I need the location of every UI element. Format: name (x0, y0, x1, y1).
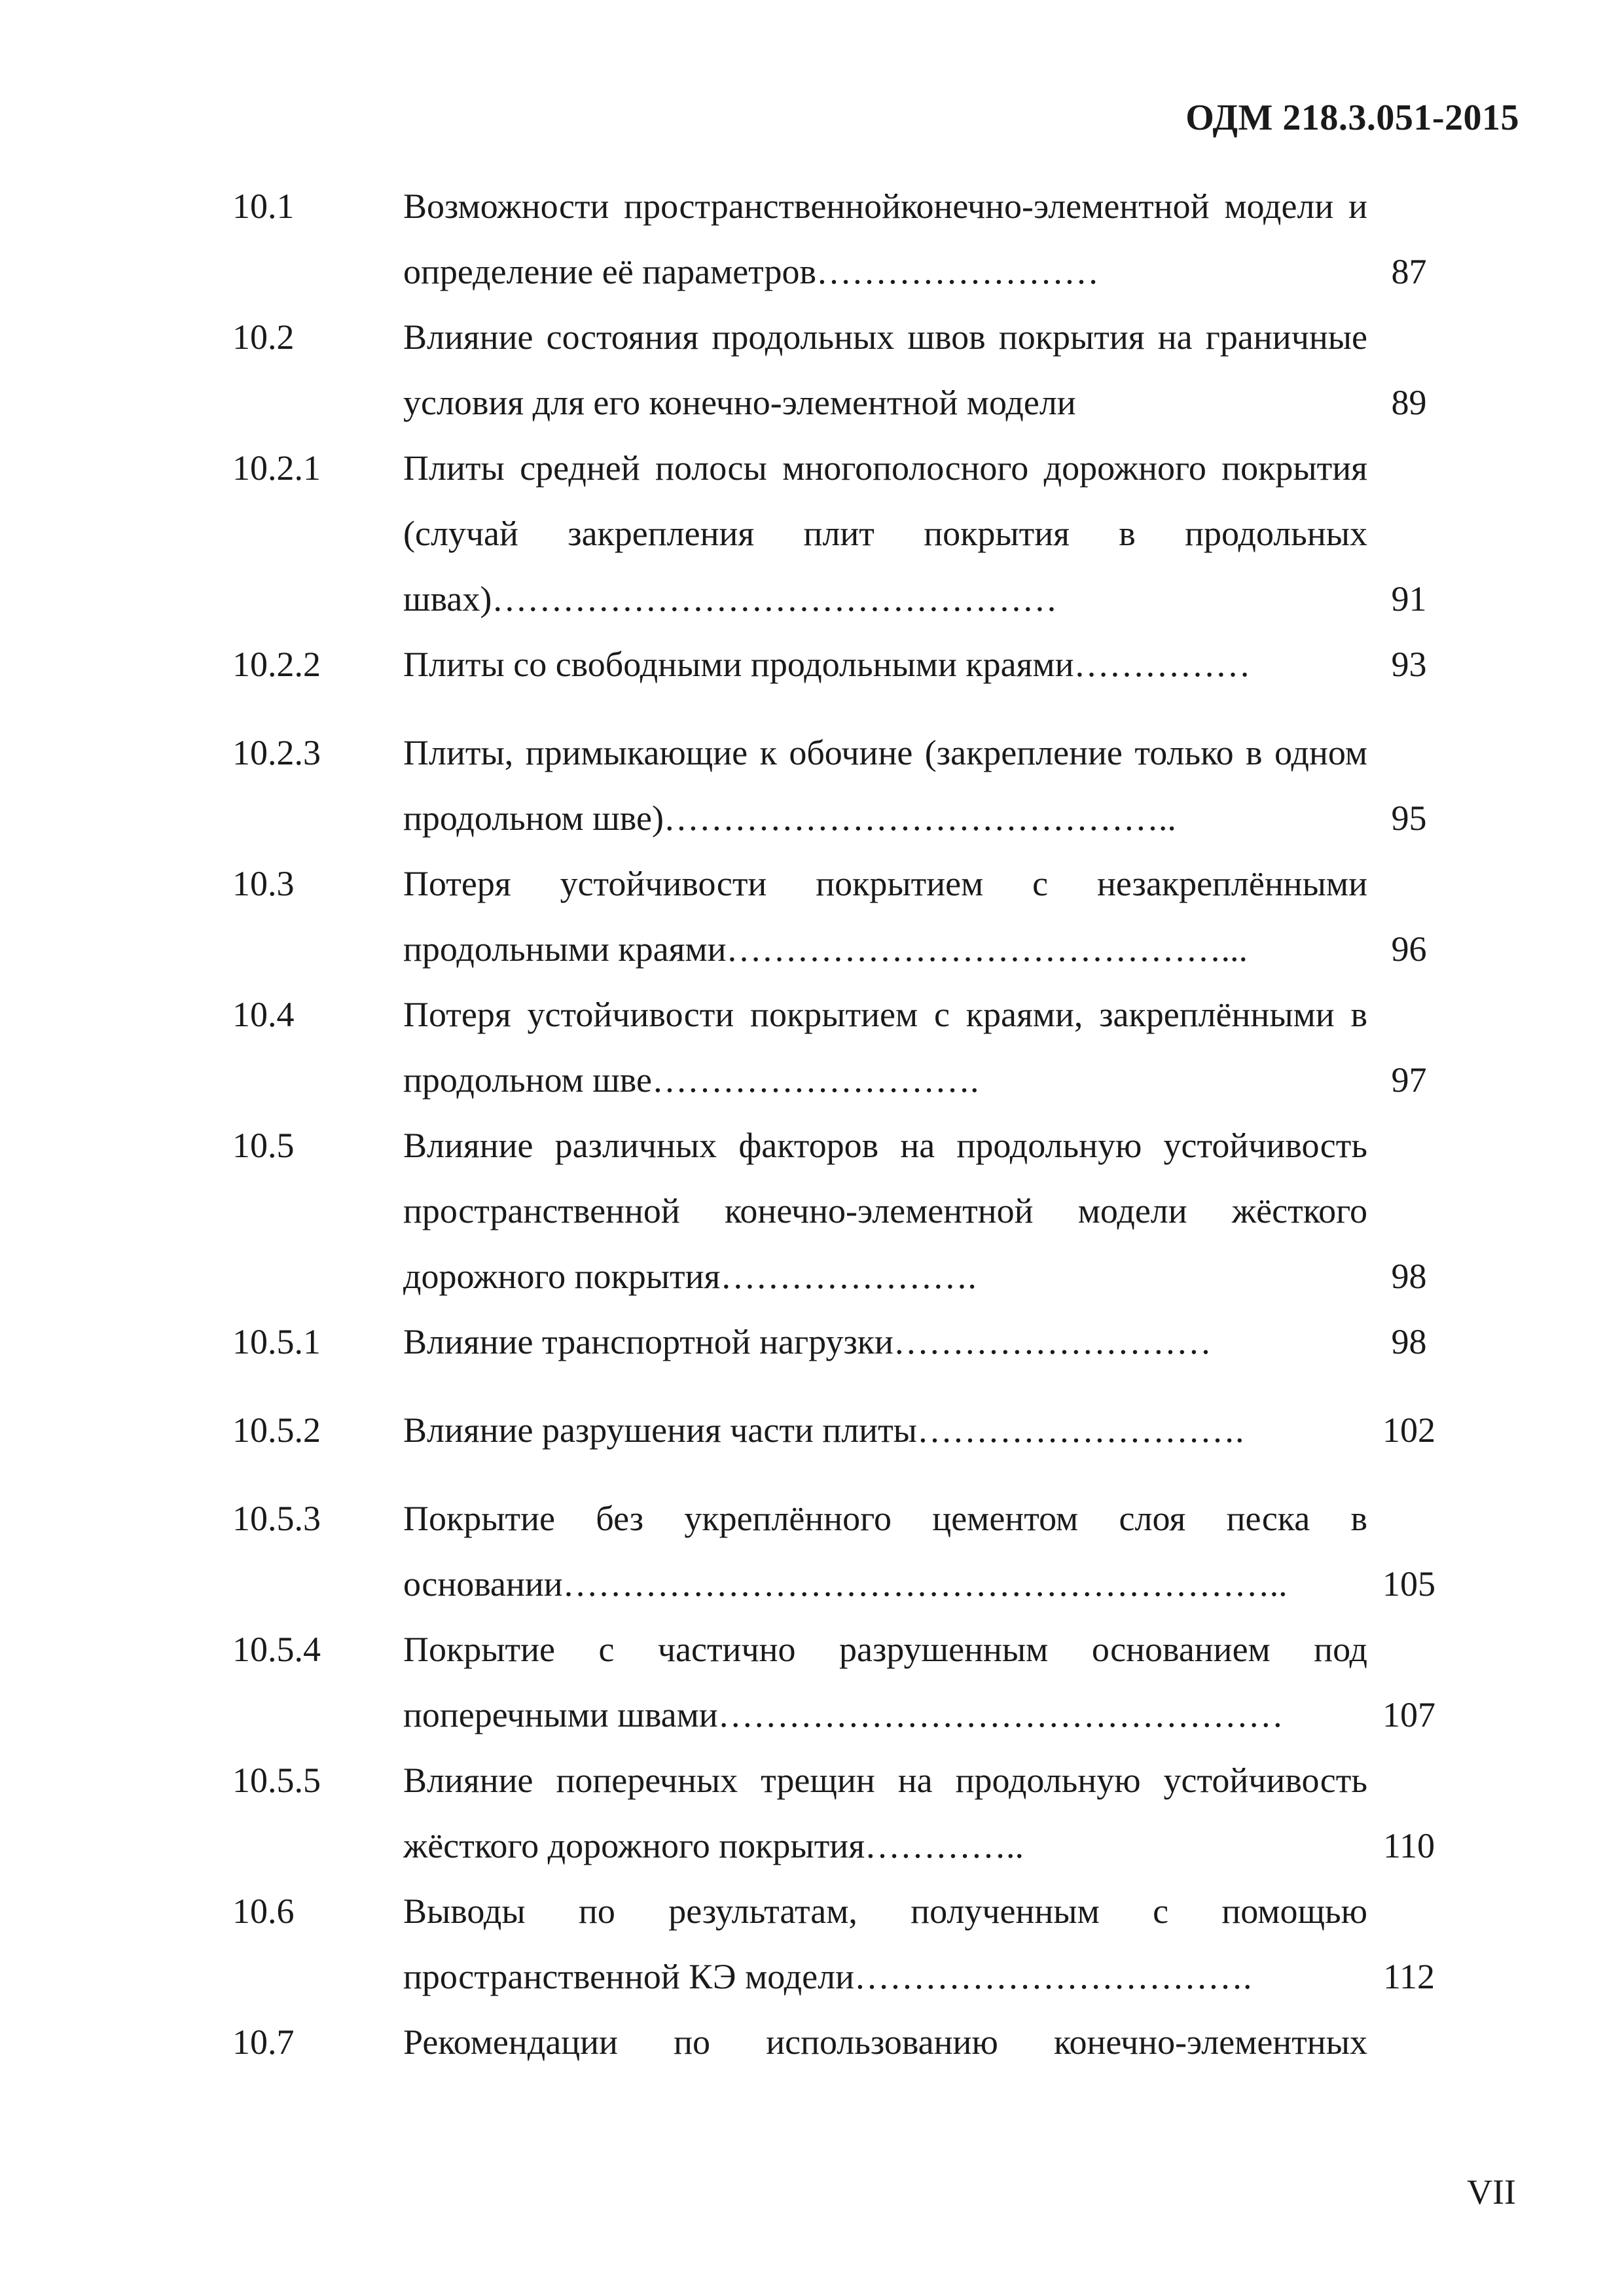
toc-entry-title: Плиты средней полосы многополосного дорожного покрытия (случай закрепления плит покрытия в продольных швах)………………………………………… (403, 448, 1367, 619)
spacer (0, 1463, 1624, 1486)
toc-entry-page: 96 (1391, 929, 1427, 969)
toc-entry-number: 10.2.1 (232, 448, 321, 488)
toc-entry-title: Плиты со свободными продольными краями…………… (403, 645, 1251, 684)
toc-entry-number: 10.5.3 (232, 1499, 321, 1538)
toc-entry-10-5[interactable] (0, 1113, 1624, 1309)
document-code-header: ОДМ 218.3.051-2015 (1185, 98, 1519, 138)
toc-entry-title: Влияние состояния продольных швов покрытия на граничные условия для его конечно-элементной модели (403, 317, 1367, 422)
toc-entry-number: 10.5.2 (232, 1410, 321, 1450)
toc-entry-10-5-1[interactable] (0, 1309, 1624, 1374)
toc-entry-title: Выводы по результатам, полученным с помощью пространственной КЭ модели……………………………. (403, 1892, 1367, 1996)
toc-entry-title: Влияние поперечных трещин на продольную устойчивость жёсткого дорожного покрытия………….. (403, 1761, 1367, 1865)
toc-entry-number: 10.2.3 (232, 733, 321, 772)
page-number-roman: VII (1467, 2172, 1516, 2212)
toc-entry-number: 10.5.5 (232, 1761, 321, 1800)
toc-entry-title: Влияние разрушения части плиты………………………. (403, 1410, 1244, 1450)
toc-entry-10-4[interactable] (0, 982, 1624, 1113)
toc-entry-page: 98 (1391, 1257, 1427, 1296)
toc-entry-10-5-5[interactable] (0, 1748, 1624, 1878)
table-of-contents (0, 173, 1624, 2075)
toc-entry-page: 112 (1383, 1957, 1435, 1996)
toc-entry-number: 10.7 (232, 2022, 295, 2062)
toc-entry-title: Потеря устойчивости покрытием с краями, закреплёнными в продольном шве………………………. (403, 995, 1367, 1100)
toc-entry-10-7[interactable] (0, 2009, 1624, 2075)
toc-entry-10-6[interactable] (0, 1878, 1624, 2009)
toc-entry-number: 10.2.2 (232, 645, 321, 684)
toc-entry-page: 110 (1383, 1826, 1435, 1865)
spacer (0, 697, 1624, 720)
toc-entry-page: 97 (1391, 1060, 1427, 1100)
toc-entry-10-2-3[interactable] (0, 720, 1624, 851)
toc-entry-number: 10.5.1 (232, 1322, 321, 1361)
toc-entry-10-5-4[interactable] (0, 1617, 1624, 1748)
toc-entry-title: Покрытие с частично разрушенным основанием под поперечными швами………………………………………… (403, 1630, 1367, 1734)
toc-entry-page: 87 (1391, 252, 1427, 291)
toc-entry-title: Влияние различных факторов на продольную устойчивость пространственной конечно-элементной модели жёсткого дорожного покрытия…………………. (403, 1126, 1367, 1296)
toc-entry-number: 10.5.4 (232, 1630, 321, 1669)
toc-entry-number: 10.6 (232, 1892, 295, 1931)
toc-entry-page: 95 (1391, 798, 1427, 838)
toc-entry-10-2-2[interactable] (0, 632, 1624, 697)
toc-entry-page: 89 (1391, 383, 1427, 422)
toc-entry-10-5-2[interactable] (0, 1397, 1624, 1463)
toc-entry-page: 93 (1391, 645, 1427, 684)
toc-entry-10-2[interactable] (0, 304, 1624, 435)
toc-entry-number: 10.4 (232, 995, 295, 1034)
toc-entry-number: 10.5 (232, 1126, 295, 1165)
toc-entry-title: Покрытие без укреплённого цементом слоя песка в основании…………………………………………………….. (403, 1499, 1367, 1604)
toc-entry-page: 105 (1382, 1564, 1435, 1604)
toc-entry-page: 107 (1382, 1695, 1435, 1734)
toc-entry-number: 10.3 (232, 864, 295, 903)
toc-entry-number: 10.1 (232, 187, 295, 226)
toc-entry-10-3[interactable] (0, 851, 1624, 982)
toc-entry-title: Влияние транспортной нагрузки……………………… (403, 1322, 1212, 1361)
toc-entry-title: Плиты, примыкающие к обочине (закрепление только в одном продольном шве)…………………………………….. (403, 733, 1367, 838)
toc-entry-title: Рекомендации по использованию конечно-элементных (403, 2022, 1367, 2062)
toc-entry-10-1[interactable] (0, 173, 1624, 304)
toc-entry-page: 91 (1391, 579, 1427, 619)
toc-entry-10-5-3[interactable] (0, 1486, 1624, 1617)
toc-entry-10-2-1[interactable] (0, 435, 1624, 632)
toc-entry-title: Потеря устойчивости покрытием с незакреплёнными продольными краями……………………………………... (403, 864, 1367, 969)
toc-entry-page: 98 (1391, 1322, 1427, 1361)
toc-entry-page: 102 (1382, 1410, 1435, 1450)
toc-entry-title: Возможности пространственнойконечно-элементной модели и определение её параметров…………………… (403, 187, 1367, 291)
spacer (0, 1374, 1624, 1397)
toc-entry-number: 10.2 (232, 317, 295, 357)
